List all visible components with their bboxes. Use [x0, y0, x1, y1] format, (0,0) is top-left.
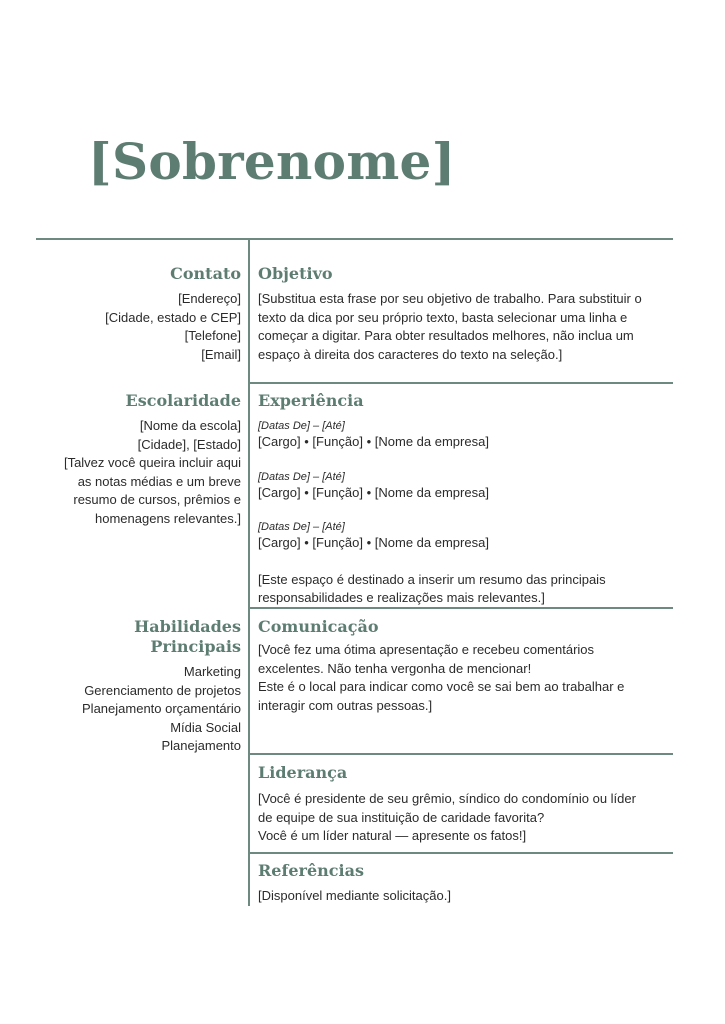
contact-section	[41, 264, 241, 364]
contact-heading: Contato	[170, 264, 241, 283]
education-line: as notas médias e um breve	[77, 473, 241, 489]
communication-line: interagir com outras pessoas.]	[258, 697, 433, 713]
communication-section	[258, 617, 668, 715]
objective-line: texto da dica por seu próprio texto, basta selecionar uma linha e	[258, 309, 628, 325]
section-divider-objective	[250, 382, 673, 384]
top-divider	[36, 238, 673, 240]
objective-line: começar a digitar. Para obter resultados melhores, não inclua um	[258, 328, 634, 343]
education-line: [Cidade], [Estado]	[137, 436, 241, 452]
skills-section	[41, 617, 241, 756]
job-title: [Cargo] • [Função] • [Nome da empresa]	[258, 535, 489, 550]
education-heading: Escolaridade	[125, 391, 241, 410]
contact-city: [Cidade, estado e CEP]	[105, 309, 241, 325]
objective-section	[258, 264, 668, 364]
references-line: [Disponível mediante solicitação.]	[258, 888, 451, 903]
job-title: [Cargo] • [Função] • [Nome da empresa]	[258, 434, 489, 449]
leadership-line: Você é um líder natural — apresente os fatos!]	[258, 828, 527, 843]
references-section	[258, 861, 668, 906]
education-line: homenagens relevantes.]	[95, 510, 241, 526]
job-dates: [Datas De] – [Até]	[258, 521, 345, 533]
contact-address: [Endereço]	[178, 291, 241, 306]
objective-line: [Substitua esta frase por seu objetivo de trabalho. Para substituir o	[258, 291, 642, 306]
skill-item: Mídia Social	[170, 719, 241, 735]
job-dates: [Datas De] – [Até]	[258, 420, 345, 432]
section-divider-communication	[250, 753, 673, 755]
job-dates: [Datas De] – [Até]	[258, 470, 345, 483]
experience-summary-line: responsabilidades e realizações mais relevantes.]	[258, 590, 545, 605]
education-line: resumo de cursos, prêmios e	[73, 492, 241, 507]
leadership-heading: Liderança	[258, 763, 348, 782]
contact-email: [Email]	[201, 346, 241, 362]
education-section	[41, 391, 241, 528]
skill-item: Planejamento orçamentário	[82, 701, 241, 716]
communication-line: excelentes. Não tenha vergonha de mencionar!	[258, 660, 532, 676]
skills-heading-line1: Habilidades	[134, 617, 241, 636]
leadership-line: de equipe de sua instituição de caridade favorita?	[258, 809, 545, 825]
experience-summary-line: [Este espaço é destinado a inserir um resumo das principais	[258, 571, 606, 587]
column-divider	[248, 238, 250, 906]
communication-line: [Você fez uma ótima apresentação e recebeu comentários	[258, 642, 595, 657]
skills-heading-line2: Principais	[150, 637, 241, 656]
leadership-section	[258, 763, 668, 846]
objective-line: espaço à direita dos caracteres do texto na seleção.]	[258, 346, 563, 362]
objective-heading: Objetivo	[258, 264, 333, 283]
education-line: [Talvez você queira incluir aqui	[63, 455, 241, 470]
references-heading: Referências	[258, 861, 364, 880]
communication-heading: Comunicação	[258, 617, 379, 636]
job-title: [Cargo] • [Função] • [Nome da empresa]	[258, 484, 489, 500]
leadership-line: [Você é presidente de seu grêmio, síndico do condomínio ou líder	[258, 791, 636, 806]
skill-item: Planejamento	[161, 738, 241, 753]
candidate-surname: [Sobrenome]	[88, 132, 456, 191]
contact-phone: [Telefone]	[184, 328, 241, 343]
section-divider-leadership	[250, 852, 673, 854]
education-line: [Nome da escola]	[139, 418, 241, 433]
communication-line: Este é o local para indicar como você se sai bem ao trabalhar e	[258, 679, 625, 694]
experience-heading: Experiência	[258, 391, 364, 410]
experience-section	[258, 391, 668, 608]
skill-item: Marketing	[183, 664, 241, 679]
skill-item: Gerenciamento de projetos	[84, 682, 241, 698]
